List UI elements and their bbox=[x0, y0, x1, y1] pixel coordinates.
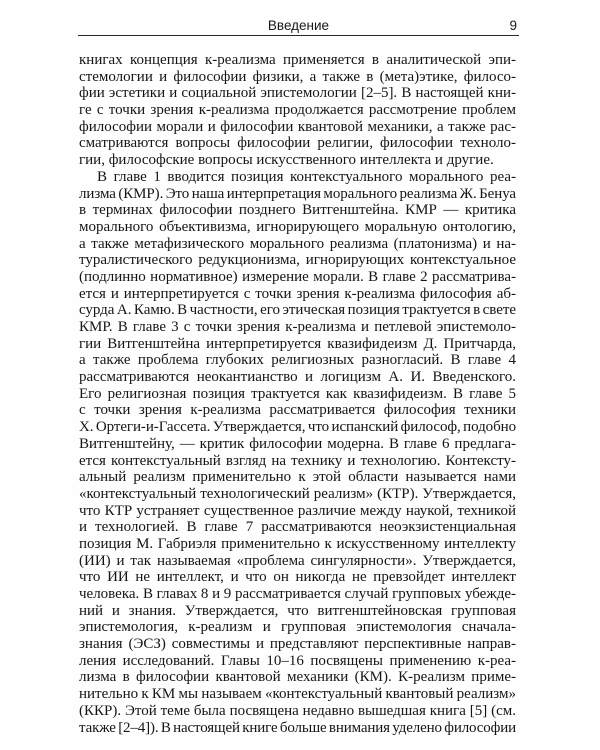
page-number: 9 bbox=[509, 18, 517, 33]
text-line: ге с точки зрения к-реализма продолжается рассмотрение проблем bbox=[79, 102, 516, 119]
text-line: гии, философские вопросы искусственного интеллекта и другие. bbox=[79, 152, 494, 169]
text-line: «контекстуальный технологический реализм» (КТР). Утверждается, bbox=[79, 485, 516, 502]
text-line: Х. Ортеги-и-Гассета. Утверждается, что испанский философ, подобно bbox=[79, 419, 516, 436]
text-line: Его религиозная позиция трактуется как квазифидеизм. В главе 5 bbox=[79, 385, 516, 402]
text-line: В главе 1 вводится позиция контекстуального морального реа- bbox=[97, 168, 516, 185]
text-line: фии эстетики и социальной эпистемологии [2–5]. В настоящей кни- bbox=[79, 85, 516, 102]
text-line: КМР. В главе 3 с точки зрения к-реализма и петлевой эпистемоло- bbox=[79, 319, 516, 335]
text-line: ний и знания. Утверждается, что витгенштейновская групповая bbox=[79, 602, 516, 619]
running-header bbox=[78, 17, 519, 36]
text-line: человека. В главах 8 и 9 рассматривается случай групповых убежде- bbox=[79, 586, 516, 602]
text-line: стемологии и философии физики, а также в (мета)этике, филосо- bbox=[79, 68, 516, 85]
text-line: в терминах философии позднего Витгенштейна. КМР — критика bbox=[79, 202, 516, 219]
text-line: что КТР устраняет существенное различие между наукой, техникой bbox=[79, 502, 516, 519]
text-line: (ККР). Этой теме была посвящена недавно вышедшая книга [5] (см. bbox=[79, 702, 516, 719]
text-line: сматриваются вопросы философии религии, философии техноло- bbox=[79, 135, 516, 152]
text-line: туралистического редукционизма, игнорирующих контекстуальное bbox=[79, 252, 516, 269]
text-line: философии морали и философии квантовой механики, а также рас- bbox=[79, 118, 516, 135]
text-line: книгах концепция к-реализма применяется в аналитической эпи- bbox=[79, 52, 516, 68]
text-line: а также метафизического морального реализма (платонизма) и на- bbox=[79, 235, 516, 252]
text-line: ется контекстуальный взгляд на технику и технологию. Контексту- bbox=[79, 452, 516, 469]
text-line: гии Витгенштейна интерпретируется квазифидеизм Д. Притчарда, bbox=[79, 335, 516, 352]
text-line: (подлинно нормативное) измерение морали. В главе 2 рассматрива- bbox=[79, 268, 516, 285]
text-line: а также проблема глубоких религиозных разногласий. В главе 4 bbox=[79, 352, 516, 369]
chapter-title: Введение bbox=[267, 18, 330, 33]
text-line: эпистемология, к-реализм и групповая эпистемология сначала- bbox=[79, 619, 516, 636]
text-line: ется и интерпретируется с точки зрения к-реализма философия аб- bbox=[79, 285, 516, 302]
text-line: альный реализм применительно к этой области называется нами bbox=[79, 469, 516, 486]
text-line: нительно к КМ мы называем «контекстуальный квантовый реализм» bbox=[79, 686, 516, 703]
text-line: рассматриваются неокантианство и логицизм А. И. Введенского. bbox=[79, 369, 516, 386]
text-line: Витгенштейну, — критик философии модерна. В главе 6 предлага- bbox=[79, 435, 516, 452]
text-line: также [2–4]). В настоящей книге больше внимания уделено философии bbox=[79, 719, 516, 736]
text-line: сурда А. Камю. В частности, его этическая позиция трактуется в свете bbox=[79, 302, 516, 319]
paragraph bbox=[79, 52, 516, 169]
text-line: лизма (КМР). Это наша интерпретация морального реализма Ж. Бенуа bbox=[79, 185, 516, 202]
text-line: с точки зрения к-реализма рассматривается философия техники bbox=[79, 402, 516, 419]
text-line: (ИИ) и так называемая «проблема сингулярности». Утверждается, bbox=[79, 552, 516, 569]
paragraph bbox=[79, 169, 516, 736]
text-line: ления исследований. Главы 10–16 посвящены применению к-реа- bbox=[79, 652, 516, 669]
text-line: знания (ЭСЗ) совместимы и представляют перспективные направ- bbox=[79, 636, 516, 653]
body-text bbox=[79, 52, 516, 736]
text-line: морального объективизма, игнорирующего моральную онтологию, bbox=[79, 218, 516, 235]
text-line: и технологией. В главе 7 рассматриваются неоэкзистенциальная bbox=[79, 519, 516, 536]
text-line: что ИИ не интеллект, и что он никогда не превзойдет интеллект bbox=[79, 569, 516, 586]
text-line: позиция М. Габриэля применительно к искусственному интеллекту bbox=[79, 535, 516, 552]
text-line: лизма в философии квантовой механики (КМ). К-реализм приме- bbox=[79, 669, 516, 686]
